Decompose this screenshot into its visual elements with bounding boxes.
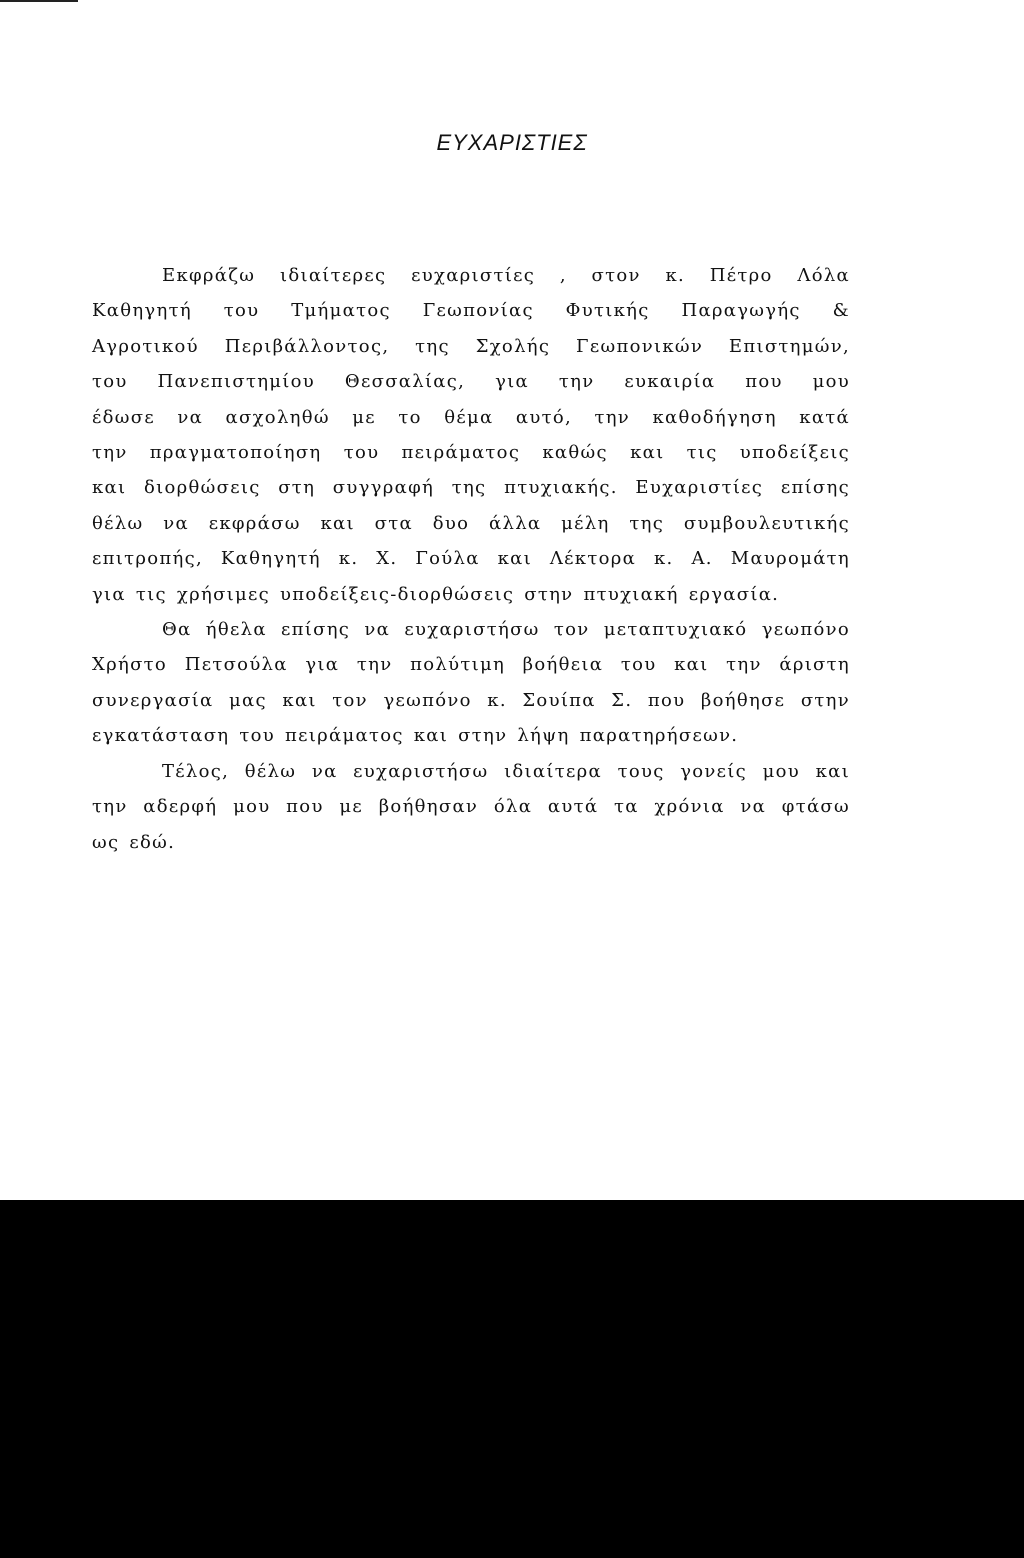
text-line: Τέλος, θέλω να ευχαριστήσω ιδιαίτερα τους γονείς μου και [162, 760, 850, 782]
text-line: θέλω να εκφράσω και στα δυο άλλα μέλη της συμβουλευτικής [92, 512, 850, 534]
scan-black-band [0, 1200, 1024, 1558]
text-line: Καθηγητή του Τμήματος Γεωπονίας Φυτικής Παραγωγής & [92, 300, 850, 322]
text-line: ως εδώ. [92, 831, 176, 853]
text-line: για τις χρήσιμες υποδείξεις-διορθώσεις στην πτυχιακή εργασία. [92, 583, 780, 605]
text-line: έδωσε να ασχοληθώ με το θέμα αυτό, την καθοδήγηση κατά [92, 406, 850, 428]
text-line: συνεργασία μας και τον γεωπόνο κ. Σουίπα Σ. που βοήθησε στην [92, 689, 850, 711]
text-line: Αγροτικού Περιβάλλοντος, της Σχολής Γεωπονικών Επιστημών, [92, 335, 850, 357]
text-line: Θα ήθελα επίσης να ευχαριστήσω τον μεταπτυχιακό γεωπόνο [162, 619, 850, 641]
text-line: του Πανεπιστημίου Θεσσαλίας, για την ευκαιρία που μου [92, 371, 850, 393]
acknowledgements-body [92, 258, 850, 860]
text-line: την αδερφή μου που με βοήθησαν όλα αυτά τα χρόνια να φτάσω [92, 796, 850, 818]
text-line: Χρήστο Πετσούλα για την πολύτιμη βοήθεια του και την άριστη [92, 654, 850, 676]
top-edge-rule [0, 0, 78, 2]
text-line: την πραγματοποίηση του πειράματος καθώς και τις υποδείξεις [92, 442, 850, 464]
text-line: εγκατάσταση του πειράματος και στην λήψη παρατηρήσεων. [92, 725, 739, 747]
text-line: Εκφράζω ιδιαίτερες ευχαριστίες , στον κ. Πέτρο Λόλα [162, 265, 850, 286]
text-line: και διορθώσεις στη συγγραφή της πτυχιακής. Ευχαριστίες επίσης [92, 477, 850, 499]
text-line: επιτροπής, Καθηγητή κ. Χ. Γούλα και Λέκτορα κ. Α. Μαυρομάτη [92, 548, 850, 570]
page-title: ΕΥΧΑΡΙΣΤΙΕΣ [436, 130, 588, 155]
